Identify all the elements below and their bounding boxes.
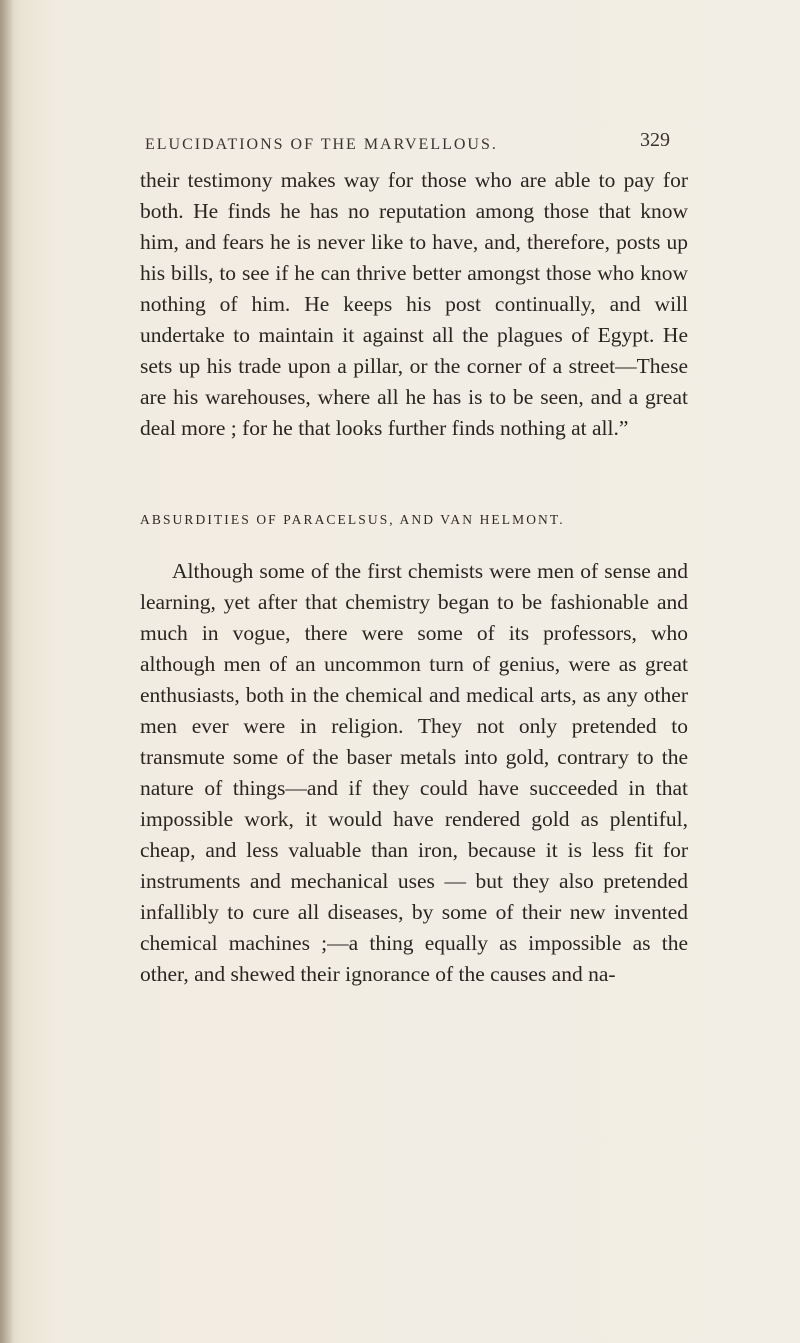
page-number: 329	[640, 129, 670, 151]
section-heading: ABSURDITIES OF PARACELSUS, AND VAN HELMONT.	[140, 512, 565, 527]
paragraph-continued: their testimony makes way for those who are able to pay for both. He finds he has no reputation among those that know him, and fears he is never like to have, and, therefore, posts up his bills, to see if he can thrive better amongst those who know nothing of him. He keeps his post continually, and will undertake to maintain it against all the plagues of Egypt. He sets up his trade upon a pillar, or the corner of a street—These are his warehouses, where all he has is to be seen, and a great deal more ; for he that looks further finds nothing at all.”	[140, 168, 688, 440]
running-head: ELUCIDATIONS OF THE MARVELLOUS.	[145, 136, 498, 153]
binding-shadow	[0, 0, 14, 1343]
paragraph-absurdities: Although some of the first chemists were men of sense and learning, yet after that chemistry began to be fashionable and much in vogue, there were some of its professors, who although men of an uncommon turn of genius, were as great enthusiasts, both in the chemical and medical arts, as any other men ever were in religion. They not only pretended to transmute some of the baser metals into gold, contrary to the nature of things—and if they could have succeeded in that impossible work, it would have rendered gold as plentiful, cheap, and less valuable than iron, because it is less fit for instruments and mechanical uses — but they also pretended infallibly to cure all diseases, by some of their new invented chemical machines ;—a thing equally as impossible as the other, and shewed their ignorance of the causes and na-	[140, 559, 688, 986]
